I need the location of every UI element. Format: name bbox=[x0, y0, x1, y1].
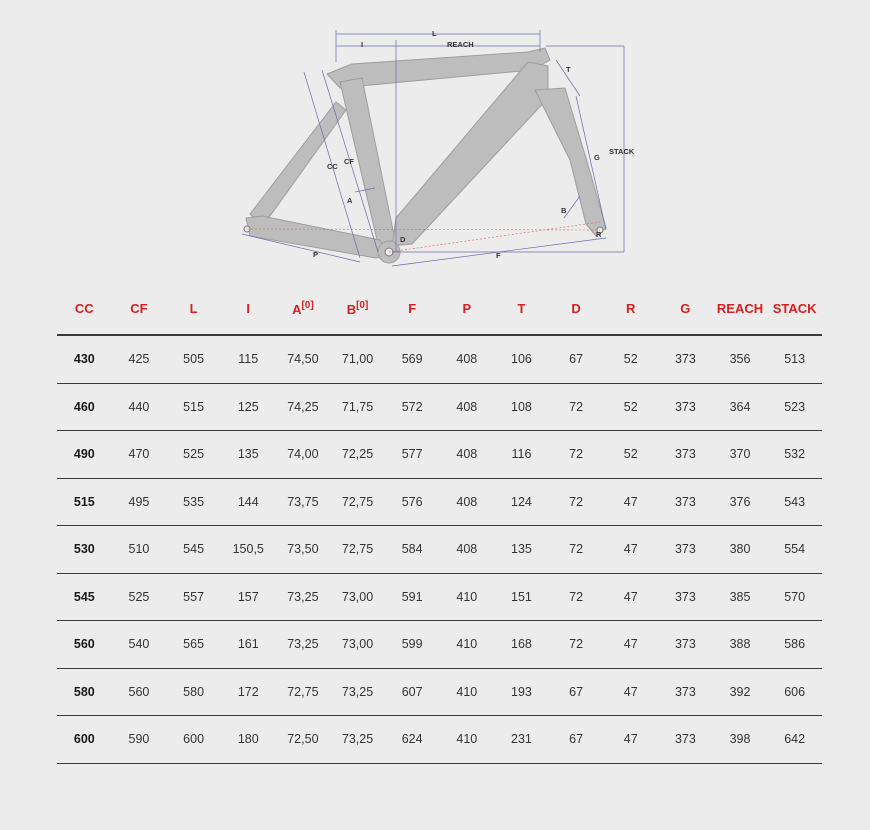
table-cell: 606 bbox=[767, 668, 822, 716]
table-cell: 495 bbox=[112, 478, 167, 526]
table-cell: 180 bbox=[221, 716, 276, 764]
bike-frame bbox=[246, 48, 606, 263]
frame-geometry-diagram bbox=[230, 20, 650, 278]
table-cell: 532 bbox=[767, 431, 822, 479]
column-header-reach bbox=[713, 282, 768, 335]
column-header-label: REACH bbox=[716, 300, 764, 316]
table-cell: 408 bbox=[439, 526, 494, 574]
table-cell: 71,00 bbox=[330, 335, 385, 383]
header-row bbox=[57, 282, 822, 335]
column-header-b bbox=[330, 282, 385, 335]
table-cell: 356 bbox=[713, 335, 768, 383]
table-cell: 580 bbox=[166, 668, 221, 716]
table-row bbox=[57, 716, 822, 764]
table-cell: 73,25 bbox=[330, 668, 385, 716]
size-cell: 530 bbox=[57, 526, 112, 574]
table-cell: 591 bbox=[385, 573, 440, 621]
table-cell: 525 bbox=[166, 431, 221, 479]
column-header-label: A bbox=[292, 301, 302, 317]
table-cell: 72 bbox=[549, 526, 604, 574]
table-cell: 584 bbox=[385, 526, 440, 574]
table-cell: 52 bbox=[603, 383, 658, 431]
table-cell: 586 bbox=[767, 621, 822, 669]
table-cell: 73,00 bbox=[330, 573, 385, 621]
table-cell: 515 bbox=[166, 383, 221, 431]
table-cell: 385 bbox=[713, 573, 768, 621]
table-cell: 47 bbox=[603, 716, 658, 764]
table-cell: 505 bbox=[166, 335, 221, 383]
table-cell: 72 bbox=[549, 573, 604, 621]
table-cell: 600 bbox=[166, 716, 221, 764]
column-header-a bbox=[276, 282, 331, 335]
table-cell: 599 bbox=[385, 621, 440, 669]
size-cell: 580 bbox=[57, 668, 112, 716]
table-cell: 47 bbox=[603, 668, 658, 716]
column-header-label: P bbox=[462, 300, 472, 316]
table-cell: 525 bbox=[112, 573, 167, 621]
column-header-i bbox=[221, 282, 276, 335]
column-header-label: G bbox=[680, 300, 691, 316]
table-cell: 125 bbox=[221, 383, 276, 431]
table-cell: 535 bbox=[166, 478, 221, 526]
table-cell: 231 bbox=[494, 716, 549, 764]
table-cell: 364 bbox=[713, 383, 768, 431]
table-cell: 52 bbox=[603, 431, 658, 479]
table-cell: 577 bbox=[385, 431, 440, 479]
table-cell: 470 bbox=[112, 431, 167, 479]
label-cf: CF bbox=[344, 157, 354, 166]
table-row bbox=[57, 621, 822, 669]
label-g: G bbox=[594, 153, 600, 162]
table-cell: 373 bbox=[658, 431, 713, 479]
table-cell: 150,5 bbox=[221, 526, 276, 574]
column-header-stack bbox=[767, 282, 822, 335]
column-header-superscript: [0] bbox=[301, 299, 314, 311]
table-cell: 373 bbox=[658, 478, 713, 526]
table-cell: 410 bbox=[439, 668, 494, 716]
table-cell: 576 bbox=[385, 478, 440, 526]
column-header-f bbox=[385, 282, 440, 335]
table-cell: 73,00 bbox=[330, 621, 385, 669]
table-cell: 67 bbox=[549, 335, 604, 383]
label-cc: CC bbox=[327, 162, 338, 171]
table-cell: 425 bbox=[112, 335, 167, 383]
table-cell: 373 bbox=[658, 526, 713, 574]
table-cell: 168 bbox=[494, 621, 549, 669]
table-cell: 72 bbox=[549, 431, 604, 479]
table-cell: 410 bbox=[439, 716, 494, 764]
table-cell: 124 bbox=[494, 478, 549, 526]
table-cell: 545 bbox=[166, 526, 221, 574]
size-cell: 600 bbox=[57, 716, 112, 764]
table-cell: 523 bbox=[767, 383, 822, 431]
column-header-label: F bbox=[408, 300, 417, 316]
table-cell: 71,75 bbox=[330, 383, 385, 431]
label-t: T bbox=[566, 65, 571, 74]
size-cell: 545 bbox=[57, 573, 112, 621]
table-cell: 370 bbox=[713, 431, 768, 479]
table-cell: 74,25 bbox=[276, 383, 331, 431]
table-cell: 73,25 bbox=[276, 621, 331, 669]
table-cell: 52 bbox=[603, 335, 658, 383]
column-header-label: I bbox=[246, 300, 251, 316]
table-cell: 72 bbox=[549, 383, 604, 431]
table-cell: 388 bbox=[713, 621, 768, 669]
size-cell: 560 bbox=[57, 621, 112, 669]
label-r: R bbox=[596, 230, 602, 239]
table-row bbox=[57, 335, 822, 383]
size-cell: 460 bbox=[57, 383, 112, 431]
table-cell: 642 bbox=[767, 716, 822, 764]
table-cell: 72 bbox=[549, 621, 604, 669]
table-cell: 560 bbox=[112, 668, 167, 716]
table-cell: 115 bbox=[221, 335, 276, 383]
table-cell: 72,75 bbox=[330, 526, 385, 574]
table-row bbox=[57, 573, 822, 621]
column-header-label: L bbox=[189, 300, 198, 316]
table-cell: 161 bbox=[221, 621, 276, 669]
table-cell: 74,50 bbox=[276, 335, 331, 383]
column-header-d bbox=[549, 282, 604, 335]
table-cell: 373 bbox=[658, 668, 713, 716]
table-cell: 408 bbox=[439, 383, 494, 431]
size-cell: 515 bbox=[57, 478, 112, 526]
table-body bbox=[57, 335, 822, 763]
table-cell: 151 bbox=[494, 573, 549, 621]
table-cell: 570 bbox=[767, 573, 822, 621]
table-cell: 157 bbox=[221, 573, 276, 621]
table-cell: 373 bbox=[658, 335, 713, 383]
table-cell: 565 bbox=[166, 621, 221, 669]
table-row bbox=[57, 478, 822, 526]
table-cell: 106 bbox=[494, 335, 549, 383]
column-header-label: D bbox=[571, 300, 581, 316]
table-cell: 408 bbox=[439, 335, 494, 383]
table-cell: 376 bbox=[713, 478, 768, 526]
table-cell: 73,50 bbox=[276, 526, 331, 574]
table-cell: 554 bbox=[767, 526, 822, 574]
table-cell: 410 bbox=[439, 621, 494, 669]
table-row bbox=[57, 431, 822, 479]
table-cell: 67 bbox=[549, 716, 604, 764]
label-stack: STACK bbox=[609, 147, 635, 156]
label-i: I bbox=[361, 40, 364, 49]
table-cell: 135 bbox=[494, 526, 549, 574]
label-f: F bbox=[496, 251, 501, 260]
table-cell: 513 bbox=[767, 335, 822, 383]
column-header-r bbox=[603, 282, 658, 335]
table-cell: 410 bbox=[439, 573, 494, 621]
column-header-label: T bbox=[517, 300, 526, 316]
column-header-superscript: [0] bbox=[356, 299, 369, 311]
table-cell: 73,25 bbox=[330, 716, 385, 764]
table-cell: 108 bbox=[494, 383, 549, 431]
table-cell: 73,25 bbox=[276, 573, 331, 621]
label-reach: REACH bbox=[447, 40, 474, 49]
table-cell: 72 bbox=[549, 478, 604, 526]
table-cell: 510 bbox=[112, 526, 167, 574]
table-cell: 193 bbox=[494, 668, 549, 716]
table-cell: 373 bbox=[658, 383, 713, 431]
column-header-label: R bbox=[626, 300, 636, 316]
table-cell: 373 bbox=[658, 716, 713, 764]
table-cell: 557 bbox=[166, 573, 221, 621]
table-cell: 540 bbox=[112, 621, 167, 669]
table-row bbox=[57, 526, 822, 574]
table-row bbox=[57, 668, 822, 716]
table-cell: 72,75 bbox=[276, 668, 331, 716]
column-header-label: STACK bbox=[772, 300, 817, 316]
table-cell: 47 bbox=[603, 621, 658, 669]
table-cell: 47 bbox=[603, 478, 658, 526]
table-cell: 72,50 bbox=[276, 716, 331, 764]
column-header-t bbox=[494, 282, 549, 335]
column-header-g bbox=[658, 282, 713, 335]
table-cell: 543 bbox=[767, 478, 822, 526]
label-b: B bbox=[561, 206, 567, 215]
size-cell: 430 bbox=[57, 335, 112, 383]
column-header-label: B bbox=[346, 301, 357, 317]
table-cell: 624 bbox=[385, 716, 440, 764]
table-cell: 373 bbox=[658, 573, 713, 621]
label-d: D bbox=[400, 235, 406, 244]
table-cell: 590 bbox=[112, 716, 167, 764]
table-cell: 569 bbox=[385, 335, 440, 383]
table-cell: 607 bbox=[385, 668, 440, 716]
table-cell: 398 bbox=[713, 716, 768, 764]
table-cell: 408 bbox=[439, 478, 494, 526]
column-header-label: CF bbox=[130, 300, 148, 316]
geometry-table bbox=[57, 282, 822, 764]
table-cell: 144 bbox=[221, 478, 276, 526]
column-header-label: CC bbox=[74, 300, 94, 316]
column-header-p bbox=[439, 282, 494, 335]
table-cell: 135 bbox=[221, 431, 276, 479]
table-cell: 67 bbox=[549, 668, 604, 716]
label-l: L bbox=[432, 29, 437, 38]
column-header-l bbox=[166, 282, 221, 335]
table-cell: 392 bbox=[713, 668, 768, 716]
column-header-cc bbox=[57, 282, 112, 335]
size-cell: 490 bbox=[57, 431, 112, 479]
table-cell: 440 bbox=[112, 383, 167, 431]
table-cell: 72,25 bbox=[330, 431, 385, 479]
table-cell: 380 bbox=[713, 526, 768, 574]
table-cell: 47 bbox=[603, 573, 658, 621]
table-cell: 572 bbox=[385, 383, 440, 431]
label-a: A bbox=[347, 196, 353, 205]
table-cell: 47 bbox=[603, 526, 658, 574]
table-cell: 408 bbox=[439, 431, 494, 479]
column-header-cf bbox=[112, 282, 167, 335]
table-cell: 373 bbox=[658, 621, 713, 669]
label-p: P bbox=[313, 250, 319, 259]
table-cell: 74,00 bbox=[276, 431, 331, 479]
table-cell: 172 bbox=[221, 668, 276, 716]
table-cell: 72,75 bbox=[330, 478, 385, 526]
table-cell: 73,75 bbox=[276, 478, 331, 526]
table-cell: 116 bbox=[494, 431, 549, 479]
table-row bbox=[57, 383, 822, 431]
